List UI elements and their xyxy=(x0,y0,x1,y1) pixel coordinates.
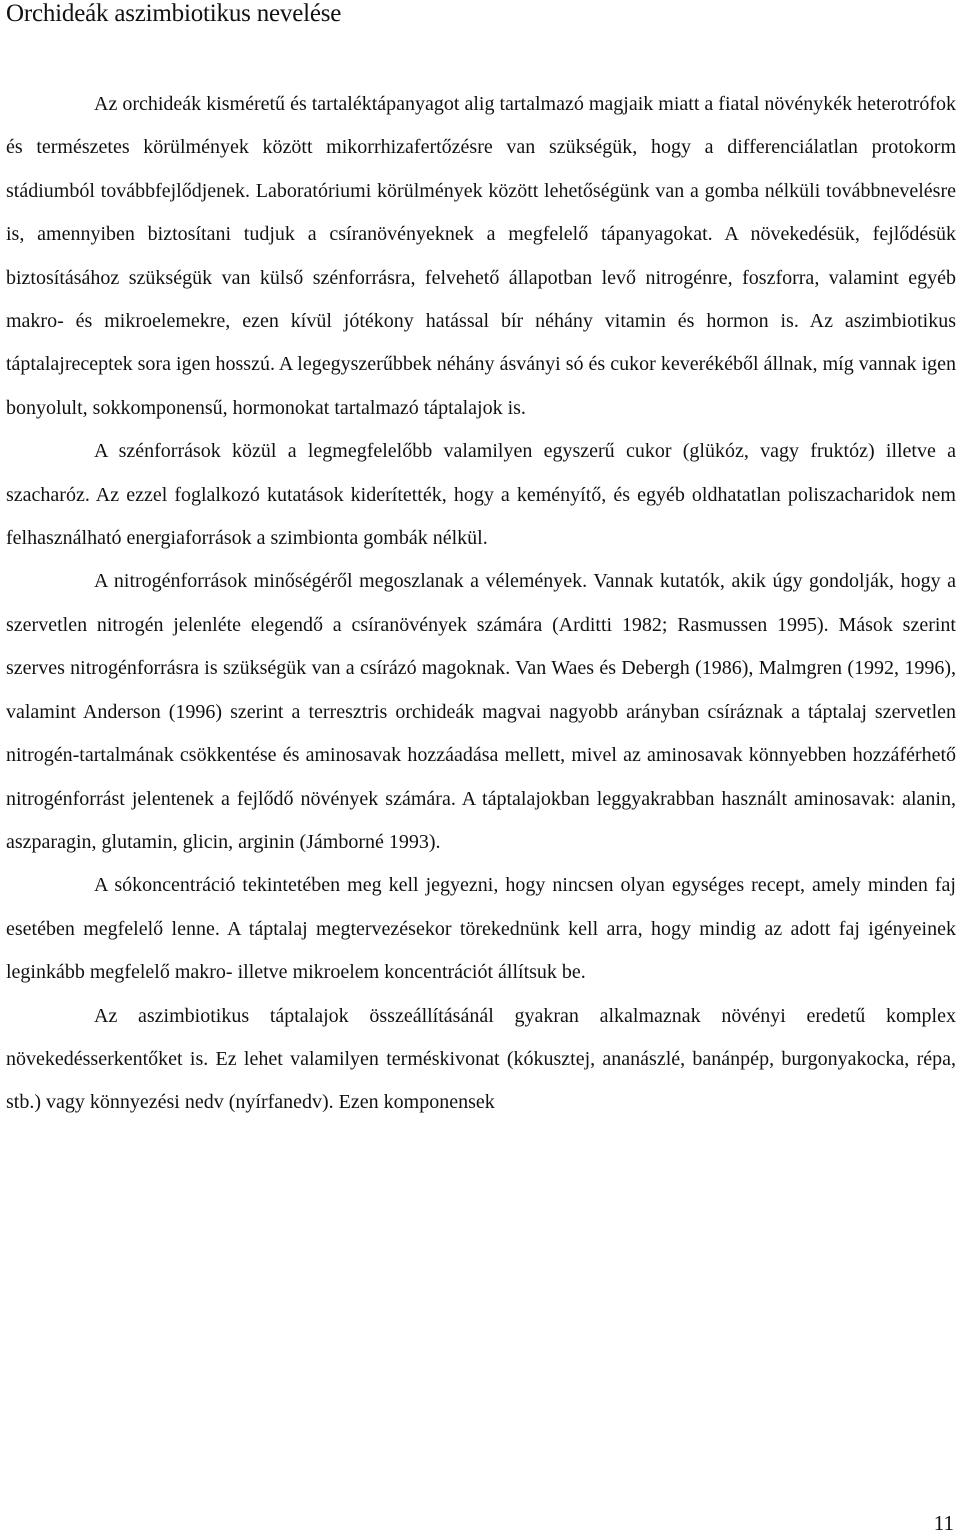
page-number: 11 xyxy=(933,1511,954,1535)
paragraph-3: A nitrogénforrások minőségéről megoszlanak a vélemények. Vannak kutatók, akik úgy gondolják, hogy a szervetlen nitrogén jelenléte elegendő a csíranövények számára (Arditti 1982; Rasmussen 1995). Mások szerint szerves nitrogénforrásra is szükségük van a csírázó magoknak. Van Waes és Debergh (1986), Malmgren (1992, 1996), valamint Anderson (1996) szerint a terresztris orchideák magvai nagyobb arányban csíráznak a táptalaj szervetlen nitrogén-tartalmának csökkentése és aminosavak hozzáadása mellett, mivel az aminosavak könnyebben hozzáférhető nitrogénforrást jelentenek a fejlődő növények számára. A táptalajokban leggyakrabban használt aminosavak: alanin, aszparagin, glutamin, glicin, arginin (Jámborné 1993). xyxy=(6,570,956,853)
body-text xyxy=(6,83,956,1125)
page-title: Orchideák aszimbiotikus nevelése xyxy=(6,0,342,27)
paragraph-2: A szénforrások közül a legmegfelelőbb valamilyen egyszerű cukor (glükóz, vagy fruktóz) illetve a szacharóz. Az ezzel foglalkozó kutatások kiderítették, hogy a keményítő, és egyéb oldhatatlan poliszacharidok nem felhasználható energiaforrások a szimbionta gombák nélkül. xyxy=(6,440,956,550)
paragraph-4: A sókoncentráció tekintetében meg kell jegyezni, hogy nincsen olyan egységes recept, amely minden faj esetében megfelelő lenne. A táptalaj megtervezésekor törekednünk kell arra, hogy mindig az adott faj igényeinek leginkább megfelelő makro- illetve mikroelem koncentrációt állítsuk be. xyxy=(6,874,956,984)
paragraph-1: Az orchideák kisméretű és tartaléktápanyagot alig tartalmazó magjaik miatt a fiatal növénykék heterotrófok és természetes körülmények között mikorrhizafertőzésre van szükségük, hogy a differenciálatlan protokorm stádiumból továbbfejlődjenek. Laboratóriumi körülmények között lehetőségünk van a gomba nélküli továbbnevelésre is, amennyiben biztosítani tudjuk a csíranövényeknek a megfelelő tápanyagokat. A növekedésük, fejlődésük biztosításához szükségük van külső szénforrásra, felvehető állapotban levő nitrogénre, foszforra, valamint egyéb makro- és mikroelemekre, ezen kívül jótékony hatással bír néhány vitamin és hormon is. Az aszimbiotikus táptalajreceptek sora igen hosszú. A legegyszerűbbek néhány ásványi só és cukor keverékéből állnak, míg vannak igen bonyolult, sokkomponensű, hormonokat tartalmazó táptalajok is. xyxy=(6,93,956,419)
paragraph-5: Az aszimbiotikus táptalajok összeállításánál gyakran alkalmaznak növényi eredetű komplex növekedésserkentőket is. Ez lehet valamilyen terméskivonat (kókusztej, ananászlé, banánpép, burgonyakocka, répa, stb.) vagy könnyezési nedv (nyírfanedv). Ezen komponensek xyxy=(6,1004,956,1114)
